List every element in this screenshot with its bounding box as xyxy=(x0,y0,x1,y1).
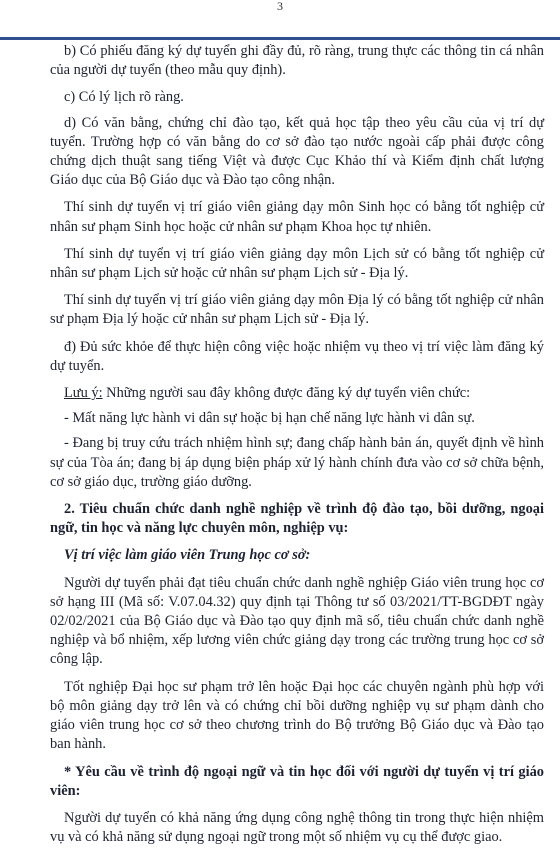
paragraph-history-requirement: Thí sinh dự tuyển vị trí giáo viên giảng dạy môn Lịch sử có bằng tốt nghiệp cử nhân sư phạm Lịch sử hoặc cử nhân sư phạm Lịch sử - Địa lý. xyxy=(50,245,544,282)
section-heading-2: 2. Tiêu chuẩn chức danh nghề nghiệp về trình độ đào tạo, bồi dưỡng, ngoại ngữ, tin học và năng lực chuyên môn, nghiệp vụ: xyxy=(50,501,544,537)
note-text: Những người sau đây không được đăng ký dự tuyển viên chức: xyxy=(102,385,471,402)
document-body xyxy=(50,42,544,855)
page-number: 3 xyxy=(277,0,283,13)
paragraph-health-requirement: đ) Đủ sức khỏe để thực hiện công việc hoặc nhiệm vụ theo vị trí việc làm đăng ký dự tuyển. xyxy=(50,338,544,374)
paragraph-it-language-ability: Người dự tuyển có khả năng ứng dụng công nghệ thông tin trong thực hiện nhiệm vụ và có khả năng sử dụng ngoại ngữ trong một số nhiệm vụ cụ thể được giao. xyxy=(50,809,544,846)
header-rule xyxy=(0,37,560,40)
subheading-position: Vị trí việc làm giáo viên Trung học cơ sở: xyxy=(64,547,311,564)
paragraph-geography-requirement: Thí sinh dự tuyển vị trí giáo viên giảng dạy môn Địa lý có bằng tốt nghiệp cử nhân sư phạm Địa lý hoặc cử nhân sư phạm Lịch sử - Địa lý. xyxy=(50,292,544,328)
paragraph-criminal-liability: - Đang bị truy cứu trách nhiệm hình sự; đang chấp hành bản án, quyết định về hình sự của Tòa án; đang bị áp dụng biện pháp xử lý hành chính đưa vào cơ sở chữa bệnh, cơ sở giáo dục, trường giáo dưỡng. xyxy=(50,435,544,490)
paragraph-title-standard: Người dự tuyển phải đạt tiêu chuẩn chức danh nghề nghiệp Giáo viên trung học cơ sở hạng III (Mã số: V.07.04.32) quy định tại Thông tư số 03/2021/TT-BGDĐT ngày 02/02/2021 của Bộ Giáo dục và Đào tạo quy định mã số, tiêu chuẩn chức danh nghề nghiệp và bổ nhiệm, xếp lương viên chức giảng dạy trong các trường trung học cơ sở công lập. xyxy=(50,574,544,668)
paragraph-language-it-heading: * Yêu cầu về trình độ ngoại ngữ và tin học đối với người dự tuyển vị trí giáo viên: xyxy=(50,763,544,799)
paragraph-application-form: b) Có phiếu đăng ký dự tuyển ghi đầy đủ, rõ ràng, trung thực các thông tin cá nhân của người dự tuyển (theo mẫu quy định). xyxy=(50,43,544,79)
paragraph-diplomas: d) Có văn bằng, chứng chỉ đào tạo, kết quả học tập theo yêu cầu của vị trí dự tuyển. Trường hợp có văn bằng do cơ sở đào tạo nước ngoài cấp phải được công chứng dịch thuật sang tiếng Việt và được Cục Khảo thí và Kiểm định chất lượng Giáo dục của Bộ Giáo dục và Đào tạo công nhận. xyxy=(50,114,544,189)
paragraph-curriculum-vitae: c) Có lý lịch rõ ràng. xyxy=(64,89,184,106)
paragraph-civil-capacity: - Mất năng lực hành vi dân sự hoặc bị hạn chế năng lực hành vi dân sự. xyxy=(64,410,475,427)
paragraph-biology-requirement: Thí sinh dự tuyển vị trí giáo viên giảng dạy môn Sinh học có bằng tốt nghiệp cử nhân sư phạm Sinh học hoặc cử nhân sư phạm Khoa học tự nhiên. xyxy=(50,199,544,235)
note-label: Lưu ý: xyxy=(64,385,103,402)
paragraph-note xyxy=(50,384,544,403)
paragraph-graduation-requirement: Tốt nghiệp Đại học sư phạm trở lên hoặc Đại học các chuyên ngành phù hợp với bộ môn giảng dạy trở lên và có chứng chỉ bồi dưỡng nghiệp vụ sư phạm dành cho giáo viên trung học cơ sở theo chương trình do Bộ trưởng Bộ Giáo dục và Đào tạo ban hành. xyxy=(50,678,544,753)
